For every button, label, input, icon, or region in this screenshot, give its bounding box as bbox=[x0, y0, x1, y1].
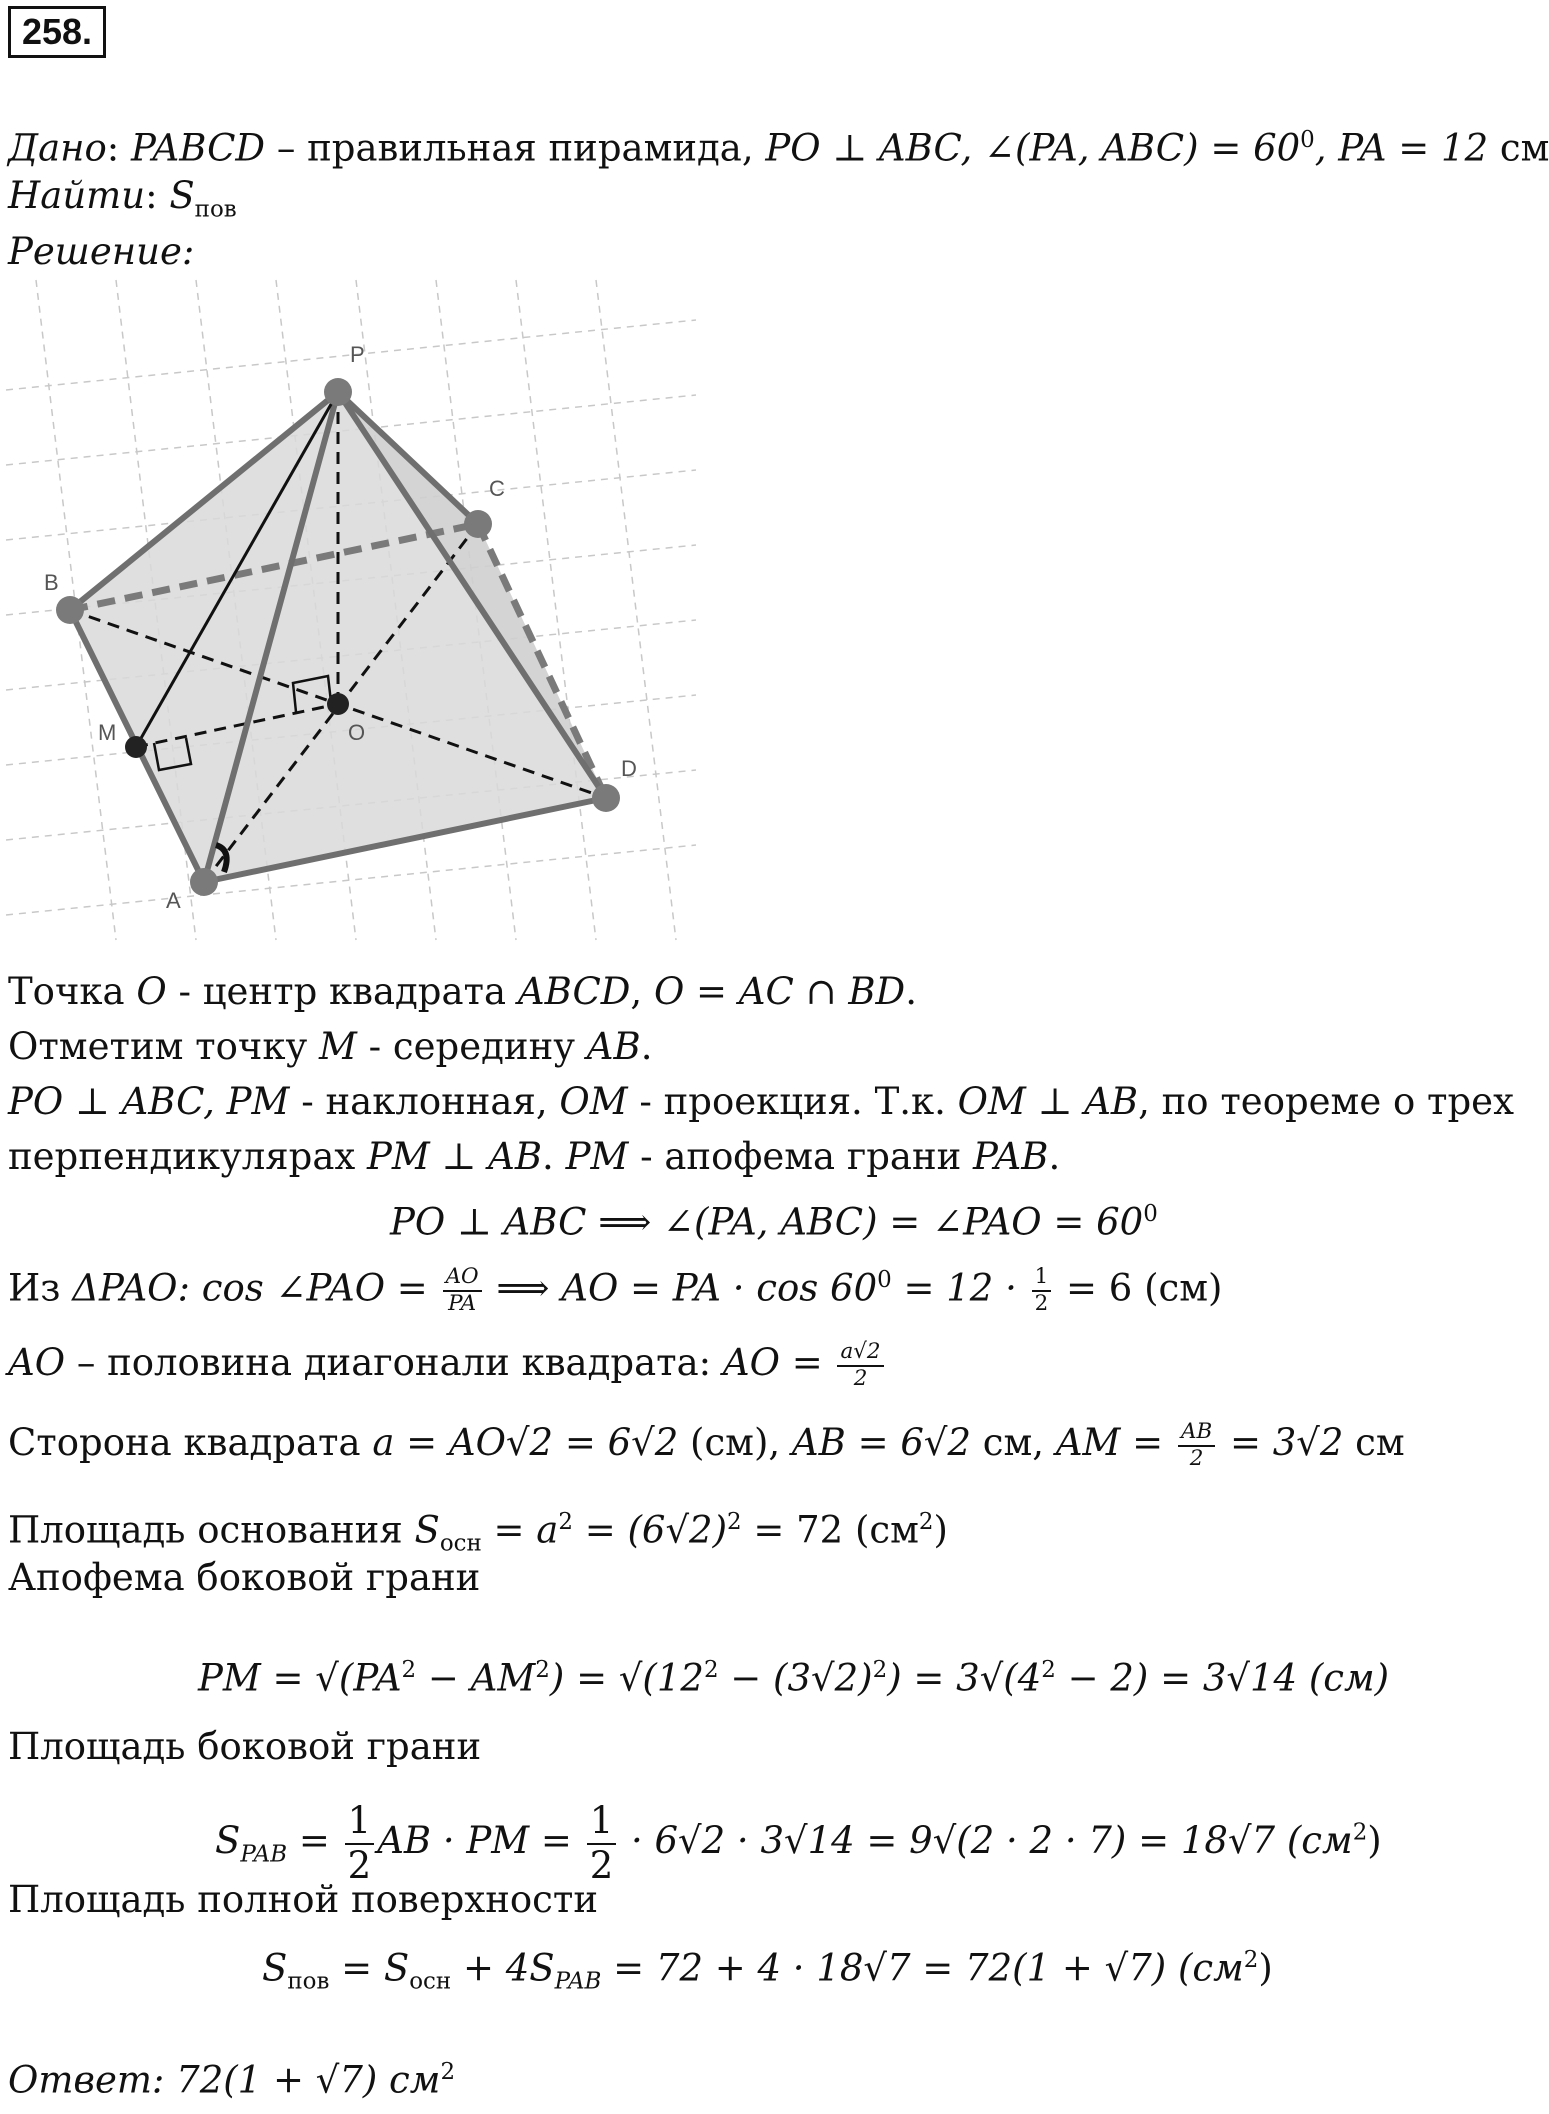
line-8 bbox=[8, 1420, 1405, 1471]
t: 2 bbox=[1243, 1947, 1259, 1973]
label-o: O bbox=[348, 720, 366, 745]
t: Отметим точку bbox=[8, 1025, 320, 1068]
frac-half-2 bbox=[587, 1800, 617, 1887]
t: . bbox=[905, 970, 917, 1013]
line-3 bbox=[8, 1080, 1514, 1124]
given-label: Дано bbox=[8, 126, 107, 170]
t: AO bbox=[443, 1265, 482, 1292]
t: AB bbox=[586, 1025, 641, 1068]
t: 2 bbox=[1189, 1445, 1204, 1471]
t: осн bbox=[409, 1968, 452, 1995]
t: ) bbox=[1367, 1819, 1382, 1863]
answer-value: 72(1 + √7) см bbox=[164, 2058, 441, 2102]
t: 2 bbox=[1041, 1657, 1056, 1683]
point-m bbox=[125, 736, 147, 758]
t: Площадь основания bbox=[8, 1508, 415, 1552]
t: AB bbox=[1178, 1420, 1215, 1447]
t: Точка bbox=[8, 970, 137, 1013]
t: a = AO√2 = 6√2 bbox=[372, 1421, 679, 1465]
line-4 bbox=[8, 1135, 1060, 1179]
t: = bbox=[287, 1819, 342, 1863]
t: = a bbox=[481, 1508, 559, 1552]
given-deg: 0 bbox=[1300, 127, 1315, 153]
t: PM bbox=[565, 1135, 629, 1178]
t: , по теореме о трех bbox=[1138, 1080, 1514, 1123]
label-d: D bbox=[621, 756, 637, 781]
t: 2 bbox=[853, 1365, 868, 1391]
t: – половина диагонали квадрата: bbox=[65, 1341, 723, 1385]
line-11 bbox=[198, 1648, 1389, 1700]
t: M bbox=[319, 1025, 357, 1068]
point-p bbox=[324, 378, 352, 406]
line-6 bbox=[8, 1258, 1222, 1316]
t: AB · PM = bbox=[377, 1819, 584, 1863]
t: + 4S bbox=[451, 1946, 555, 1990]
given-cond: PO ⊥ ABC, ∠(PA, ABC) = 60 bbox=[765, 126, 1301, 170]
t: - центр квадрата bbox=[166, 970, 518, 1013]
t: 1 bbox=[1032, 1265, 1052, 1292]
pyramid-figure bbox=[6, 280, 706, 950]
t: AO = bbox=[722, 1341, 835, 1385]
find-sub: пов bbox=[194, 196, 237, 223]
line-5 bbox=[390, 1192, 1158, 1244]
t: 2 bbox=[535, 1657, 550, 1683]
t: O = AC ∩ BD bbox=[653, 970, 906, 1013]
t: . bbox=[542, 1135, 566, 1178]
label-m: M bbox=[98, 720, 117, 745]
t: − (3√2) bbox=[718, 1656, 873, 1700]
point-d bbox=[592, 784, 620, 812]
label-a: A bbox=[166, 888, 181, 913]
t: = 72 + 4 · 18√7 = 72(1 + √7) (см bbox=[601, 1946, 1244, 1990]
t: = 72 (см bbox=[741, 1508, 919, 1552]
line-13 bbox=[215, 1800, 1382, 1887]
t: ) = 3√(4 bbox=[887, 1656, 1042, 1700]
label-b: B bbox=[44, 570, 59, 595]
t: 1 bbox=[345, 1800, 375, 1845]
find-label: Найти bbox=[8, 174, 146, 217]
line-14 bbox=[8, 1878, 598, 1922]
t: PAB bbox=[973, 1135, 1049, 1178]
t: − 2) = 3√14 (см) bbox=[1055, 1656, 1390, 1700]
given-pa: , PA = 12 bbox=[1314, 126, 1489, 170]
t: перпендикулярах bbox=[8, 1135, 368, 1178]
t: S bbox=[262, 1946, 288, 1990]
t: 2 bbox=[872, 1657, 888, 1683]
t: PM ⊥ AB bbox=[367, 1135, 543, 1178]
t: : cos ∠PAO = bbox=[177, 1266, 440, 1310]
t: − AM bbox=[416, 1656, 536, 1700]
t: 2 bbox=[703, 1657, 719, 1683]
t: AB = 6√2 bbox=[791, 1421, 972, 1465]
t: S bbox=[414, 1508, 440, 1552]
t: , bbox=[630, 970, 654, 1013]
t: 2 bbox=[1034, 1290, 1049, 1316]
t: . bbox=[1048, 1135, 1061, 1178]
t: 1 bbox=[587, 1800, 617, 1845]
t: (см), bbox=[678, 1421, 792, 1465]
line-2 bbox=[8, 1025, 652, 1069]
label-p: P bbox=[350, 342, 365, 367]
given-line: Дано: PABCD – правильная пирамида, PO ⊥ ABC, ∠(PA, $ABC) = 60^0$, PA = 12 см bbox=[8, 126, 1549, 170]
t: - апофема грани bbox=[628, 1135, 974, 1178]
t: ABCD bbox=[517, 970, 631, 1013]
problem-number: 258. bbox=[8, 6, 106, 58]
t: 2 bbox=[589, 1843, 614, 1887]
t: Апофема боковой грани bbox=[8, 1556, 481, 1599]
grid-line bbox=[596, 280, 676, 940]
t: Сторона квадрата bbox=[8, 1421, 373, 1465]
t: AM = bbox=[1055, 1421, 1175, 1465]
answer-line bbox=[8, 2050, 455, 2102]
t: ) bbox=[1258, 1946, 1273, 1990]
frac-ab-2 bbox=[1178, 1420, 1215, 1471]
t: . bbox=[640, 1025, 653, 1068]
t: = 12 · bbox=[891, 1266, 1029, 1310]
line-7 bbox=[8, 1340, 887, 1391]
find-line: Найти: $S_{пов}$ bbox=[8, 174, 237, 223]
grid-line bbox=[516, 280, 596, 940]
t: Из bbox=[8, 1266, 73, 1310]
solution-label-text: Решение bbox=[8, 230, 182, 273]
t: AO bbox=[8, 1341, 66, 1385]
frac-half-1 bbox=[345, 1800, 375, 1887]
t: ⟹ AO = PA · cos 60 bbox=[484, 1266, 878, 1310]
t: 2 bbox=[347, 1843, 372, 1887]
t: ) bbox=[933, 1508, 948, 1552]
frac-half bbox=[1032, 1265, 1052, 1316]
line-12 bbox=[8, 1725, 481, 1769]
t: 2 bbox=[401, 1657, 417, 1683]
t: см, bbox=[971, 1421, 1056, 1465]
given-pyramid: PABCD bbox=[131, 126, 266, 170]
t: · 6√2 · 3√14 = 9√(2 · 2 · 7) = 18√7 (см bbox=[619, 1819, 1353, 1863]
t: = 6 (см) bbox=[1054, 1266, 1223, 1310]
t: PO ⊥ ABC, PM bbox=[8, 1080, 290, 1123]
label-c: C bbox=[489, 476, 505, 501]
t: a√2 bbox=[837, 1340, 883, 1367]
point-o bbox=[327, 693, 349, 715]
t: PO ⊥ ABC ⟹ ∠(PA, ABC) = ∠PAO = 60 bbox=[390, 1200, 1144, 1244]
t: OM bbox=[559, 1080, 628, 1123]
line-1 bbox=[8, 970, 917, 1014]
given-desc: – правильная пирамида, bbox=[265, 126, 766, 170]
t: ΔPAO bbox=[72, 1266, 178, 1310]
point-c bbox=[464, 510, 492, 538]
t: 2 bbox=[558, 1509, 573, 1535]
t: 0 bbox=[1143, 1201, 1158, 1227]
t: Площадь боковой грани bbox=[8, 1725, 482, 1768]
t: ) = √(12 bbox=[549, 1656, 704, 1700]
t: см bbox=[1343, 1421, 1405, 1465]
t: 0 bbox=[877, 1267, 892, 1293]
t: O bbox=[136, 970, 167, 1013]
t: PA bbox=[448, 1290, 477, 1316]
t: = 3√2 bbox=[1218, 1421, 1344, 1465]
point-b bbox=[56, 596, 84, 624]
answer-label: Ответ: bbox=[8, 2058, 165, 2102]
t: = (6√2) bbox=[572, 1508, 728, 1552]
t: = S bbox=[329, 1946, 410, 1990]
find-s: S bbox=[169, 174, 195, 217]
t: - середину bbox=[356, 1025, 587, 1068]
given-unit: см bbox=[1488, 126, 1549, 170]
frac-a-root2 bbox=[837, 1340, 883, 1391]
t: 2 bbox=[727, 1509, 742, 1535]
point-a bbox=[190, 868, 218, 896]
line-15 bbox=[262, 1938, 1273, 2004]
answer-sup: 2 bbox=[440, 2059, 456, 2085]
line-10 bbox=[8, 1556, 480, 1600]
t: 2 bbox=[918, 1509, 934, 1535]
t: 2 bbox=[1352, 1819, 1368, 1846]
solution-label: Решение: bbox=[8, 230, 195, 273]
t: - проекция. Т.к. bbox=[627, 1080, 958, 1123]
t: пов bbox=[287, 1968, 330, 1995]
t: - наклонная, bbox=[289, 1080, 560, 1123]
t: Площадь полной поверхности bbox=[8, 1878, 598, 1921]
t: OM ⊥ AB bbox=[957, 1080, 1139, 1123]
frac-ao-pa bbox=[443, 1265, 482, 1316]
t: PM = √(PA bbox=[198, 1656, 402, 1700]
t: PAB bbox=[554, 1968, 602, 1995]
t: PAB bbox=[240, 1841, 288, 1868]
t: S bbox=[215, 1819, 241, 1863]
t: осн bbox=[439, 1530, 482, 1557]
